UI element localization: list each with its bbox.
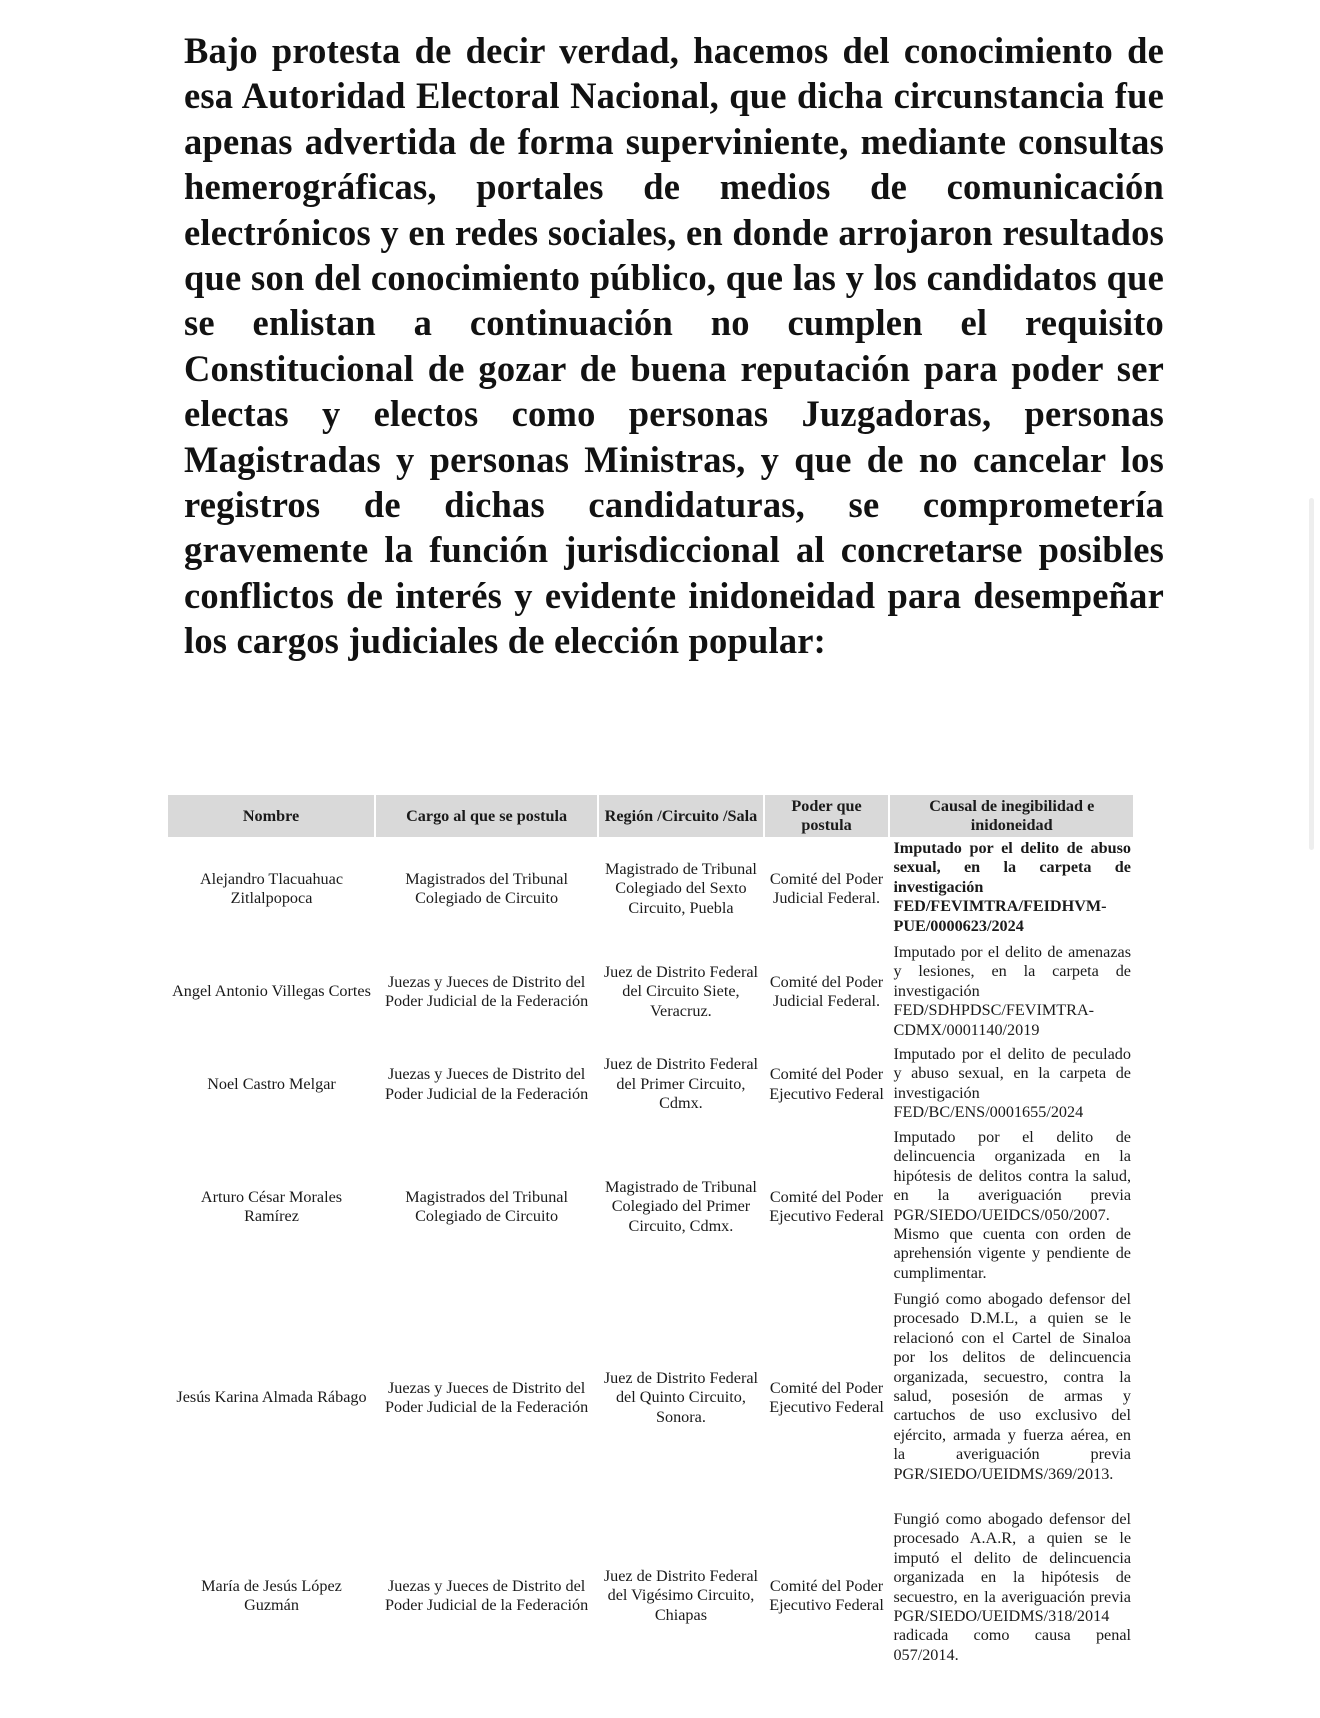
cell-cargo: Juezas y Jueces de Distrito del Poder Judicial de la Federación	[385, 972, 589, 1010]
cell-nombre: Jesús Karina Almada Rábago	[176, 1388, 367, 1407]
cell-causal: Fungió como abogado defensor del procesado A.A.R, a quien se le imputó el delito de delincuencia organizada en la hipótesis de secuestro, en la averiguación previa PGR/SIEDO/UEIDMS/318/2014 radicada como causa penal 057/2014.	[893, 1510, 1131, 1664]
candidates-table-container	[168, 795, 1133, 1684]
cell-causal: Imputado por el delito de abuso sexual, en la carpeta de investigación FED/FEVIMTRA/FEIDHVM-PUE/0000623/2024	[893, 839, 1131, 935]
cell-region: Juez de Distrito Federal del Vigésimo Circuito, Chiapas	[603, 1566, 759, 1624]
table-row	[168, 1043, 1133, 1126]
cell-cargo: Juezas y Jueces de Distrito del Poder Judicial de la Federación	[385, 1378, 589, 1416]
cell-region: Juez de Distrito Federal del Circuito Siete, Veracruz.	[603, 962, 759, 1020]
table-row	[168, 1288, 1133, 1508]
header-cargo: Cargo al que se postula	[375, 795, 598, 837]
table-row	[168, 1508, 1133, 1684]
cell-poder: Comité del Poder Judicial Federal.	[769, 972, 884, 1010]
table-row	[168, 837, 1133, 941]
cell-nombre: Noel Castro Melgar	[207, 1074, 336, 1093]
cell-region: Magistrado de Tribunal Colegiado del Primer Circuito, Cdmx.	[604, 1177, 757, 1235]
cell-cargo: Magistrados del Tribunal Colegiado de Circuito	[405, 869, 568, 907]
header-row	[168, 795, 1133, 837]
table-header	[168, 795, 1133, 837]
header-region: Región /Circuito /Sala	[598, 795, 763, 837]
cell-poder: Comité del Poder Ejecutivo Federal	[769, 1576, 884, 1614]
intro-paragraph: Bajo protesta de decir verdad, hacemos del conocimiento de esa Autoridad Electoral Nacional, que dicha circunstancia fue apenas advertida de forma superviniente, mediante consultas hemerográficas, portales de medios de comunicación electrónicos y en redes sociales, en donde arrojaron resultados que son del conocimiento público, que las y los candidatos que se enlistan a continuación no cumplen el requisito Constitucional de gozar de buena reputación para poder ser electas y electos como personas Juzgadoras, personas Magistradas y personas Ministras, y que de no cancelar los registros de dichas candidaturas, se comprometería gravemente la función jurisdiccional al concretarse posibles conflictos de interés y evidente inidoneidad para desempeñar los cargos judiciales de elección popular:	[184, 30, 1164, 662]
cell-region: Magistrado de Tribunal Colegiado del Sexto Circuito, Puebla	[604, 859, 757, 917]
cell-causal: Imputado por el delito de delincuencia organizada en la hipótesis de delitos contra la salud, en la averiguación previa PGR/SIEDO/UEIDCS/050/2007. Mismo que cuenta con orden de aprehensión vigente y pendiente de cumplimentar.	[893, 1128, 1131, 1282]
cell-region: Juez de Distrito Federal del Quinto Circuito, Sonora.	[603, 1368, 759, 1426]
cell-nombre: Arturo César Morales Ramírez	[200, 1187, 343, 1225]
cell-region: Juez de Distrito Federal del Primer Circuito, Cdmx.	[603, 1055, 759, 1113]
table-body	[168, 837, 1133, 1684]
table-row	[168, 1126, 1133, 1288]
header-nombre: Nombre	[168, 795, 375, 837]
cell-poder: Comité del Poder Ejecutivo Federal	[769, 1378, 884, 1416]
vertical-scrollbar[interactable]	[1309, 498, 1314, 850]
cell-causal: Imputado por el delito de peculado y abuso sexual, en la carpeta de investigación FED/BC/ENS/0001655/2024	[893, 1045, 1131, 1122]
table-row	[168, 941, 1133, 1043]
cell-nombre: María de Jesús López Guzmán	[201, 1576, 342, 1614]
cell-causal: Imputado por el delito de amenazas y lesiones, en la carpeta de investigación FED/SDHPDSC/FEVIMTRA-CDMX/0001140/2019	[893, 943, 1131, 1039]
cell-poder: Comité del Poder Ejecutivo Federal	[769, 1187, 884, 1225]
candidates-table	[168, 795, 1133, 1684]
cell-poder: Comité del Poder Ejecutivo Federal	[769, 1065, 884, 1103]
cell-cargo: Juezas y Jueces de Distrito del Poder Judicial de la Federación	[385, 1576, 589, 1614]
header-poder: Poder que postula	[764, 795, 890, 837]
cell-causal: Fungió como abogado defensor del procesado D.M.L, a quien se le relacionó con el Cartel de Sinaloa por los delitos de delincuencia organizada, secuestro, contra la salud, posesión de armas y cartuchos de uso exclusivo del ejército, armada y fuerza aérea, en la averiguación previa PGR/SIEDO/UEIDMS/369/2013.	[893, 1290, 1131, 1483]
cell-poder: Comité del Poder Judicial Federal.	[769, 869, 884, 907]
cell-cargo: Magistrados del Tribunal Colegiado de Circuito	[405, 1187, 568, 1225]
header-causal: Causal de inegibilidad e inidoneidad	[889, 795, 1133, 837]
cell-nombre: Angel Antonio Villegas Cortes	[172, 982, 371, 1001]
cell-cargo: Juezas y Jueces de Distrito del Poder Judicial de la Federación	[385, 1065, 589, 1103]
cell-nombre: Alejandro Tlacuahuac Zitlalpopoca	[199, 869, 344, 907]
